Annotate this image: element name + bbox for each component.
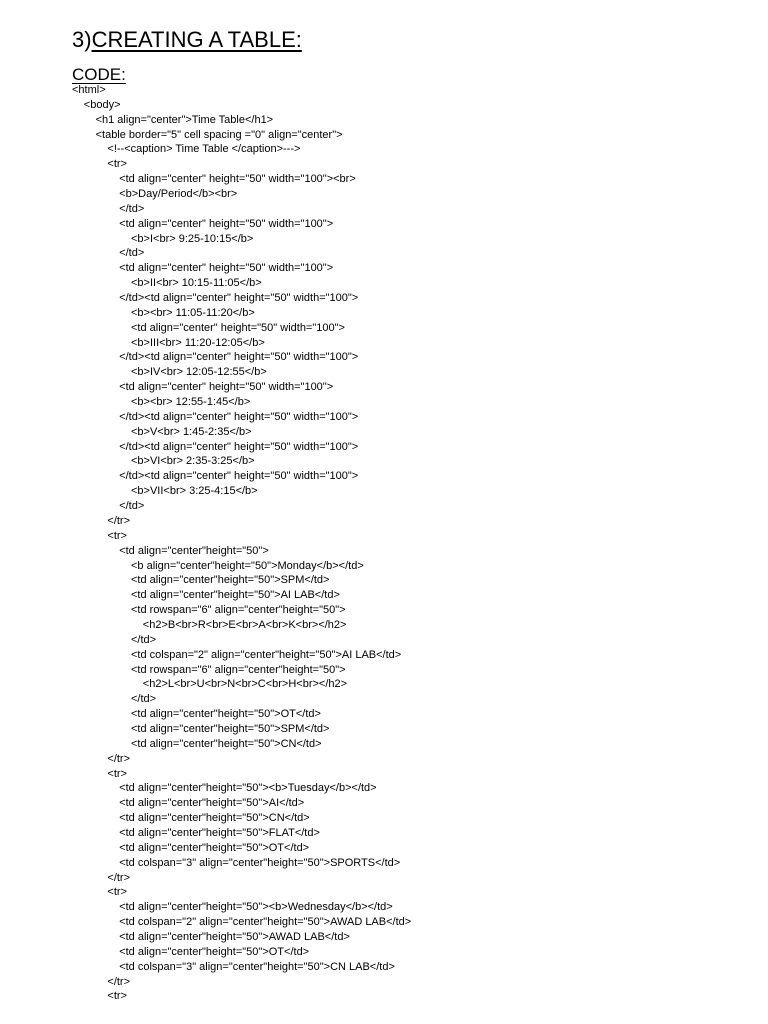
code-line: </tr> [107, 975, 131, 988]
code-line: <td rowspan="6" align="center"height="50"> [131, 663, 346, 676]
code-line: </td> [119, 202, 145, 215]
code-line: <td colspan="3" align="center"height="50">SPORTS</td> [119, 856, 401, 869]
code-line: <body> [83, 98, 121, 111]
code-line: <table border="5" cell spacing ="0" align="center"> [95, 128, 343, 141]
code-line: </td><td align="center" height="50" width="100"> [119, 292, 359, 305]
code-line: <b>I<br> 9:25-10:15</b> [131, 232, 254, 245]
code-line: <h2>B<br>R<br>E<br>A<br>K<br></h2> [142, 618, 347, 631]
code-line: <b>V<br> 1:45-2:35</b> [131, 425, 252, 438]
code-line: <td align="center"height="50">AI LAB</td> [131, 589, 340, 602]
code-line: <tr> [107, 990, 127, 1003]
code-line: <h2>L<br>U<br>N<br>C<br>H<br></h2> [142, 678, 348, 691]
code-line: <td align="center"height="50">FLAT</td> [119, 826, 320, 839]
code-line: <b>IV<br> 12:05-12:55</b> [131, 366, 267, 379]
code-line: <td rowspan="6" align="center"height="50"> [131, 604, 346, 617]
section-number: 3) [72, 27, 92, 52]
code-line: </tr> [107, 871, 131, 884]
code-line: <tr> [107, 886, 127, 899]
code-line: </tr> [107, 752, 131, 765]
code-line: <td align="center"height="50">OT</td> [119, 945, 310, 958]
code-line: <td align="center"height="50">AWAD LAB</td> [119, 930, 350, 943]
code-subheading: CODE: [72, 65, 126, 84]
code-line: <td align="center"height="50"><b>Wednesday</b></td> [119, 901, 393, 914]
code-line: <td colspan="2" align="center"height="50">AI LAB</td> [131, 648, 402, 661]
code-line: </td><td align="center" height="50" width="100"> [119, 410, 359, 423]
code-line: <b><br> 12:55-1:45</b> [131, 396, 251, 409]
code-line: <tr> [107, 529, 127, 542]
code-line: <b align="center"height="50">Monday</b></td> [131, 559, 364, 572]
code-line: </td> [119, 247, 145, 260]
code-line: <td align="center"height="50">OT</td> [131, 708, 321, 721]
code-line: </td><td align="center" height="50" width="100"> [119, 470, 359, 483]
code-line: <tr> [107, 767, 127, 780]
code-line: <td align="center" height="50" width="100"><br> [119, 173, 356, 186]
code-line: <b>II<br> 10:15-11:05</b> [131, 277, 262, 290]
code-line: <td align="center"height="50"><b>Tuesday</b></td> [119, 782, 377, 795]
code-line: <td align="center" height="50" width="100"> [131, 321, 345, 334]
code-line: <td align="center"height="50">CN</td> [119, 812, 310, 825]
code-line: <b>Day/Period</b><br> [119, 188, 238, 201]
code-line: <td align="center"height="50"> [119, 544, 269, 557]
code-line: <td align="center"height="50">CN</td> [131, 737, 322, 750]
section-title: CREATING A TABLE: [91, 27, 302, 52]
code-line: </td> [119, 500, 145, 513]
code-line: <!--<caption> Time Table </caption>---> [107, 143, 301, 156]
code-line: <td align="center" height="50" width="100"> [119, 217, 334, 230]
code-line: </td><td align="center" height="50" width="100"> [119, 440, 359, 453]
code-line: <td colspan="3" align="center"height="50">CN LAB</td> [119, 960, 395, 973]
code-line: <td align="center"height="50">SPM</td> [131, 574, 330, 587]
code-line: </td> [131, 633, 157, 646]
code-listing [72, 83, 752, 1004]
code-line: <td colspan="2" align="center"height="50">AWAD LAB</td> [119, 916, 412, 929]
code-line: </td> [131, 693, 157, 706]
code-line: <b>III<br> 11:20-12:05</b> [131, 336, 265, 349]
code-line: <html> [72, 84, 106, 96]
code-line: <td align="center"height="50">SPM</td> [131, 722, 330, 735]
code-line: <td align="center"height="50">AI</td> [119, 797, 305, 810]
code-line: <tr> [107, 158, 127, 171]
code-line: <b>VII<br> 3:25-4:15</b> [131, 485, 258, 498]
code-line: <td align="center"height="50">OT</td> [119, 841, 310, 854]
code-line: <b><br> 11:05-11:20</b> [131, 306, 255, 319]
code-line: </td><td align="center" height="50" width="100"> [119, 351, 359, 364]
code-line: <td align="center" height="50" width="100"> [119, 262, 334, 275]
code-line: <td align="center" height="50" width="100"> [119, 381, 334, 394]
section-heading [72, 26, 302, 54]
code-line: </tr> [107, 514, 131, 527]
code-line: <h1 align="center">Time Table</h1> [95, 113, 274, 126]
code-line: <b>VI<br> 2:35-3:25</b> [131, 455, 255, 468]
